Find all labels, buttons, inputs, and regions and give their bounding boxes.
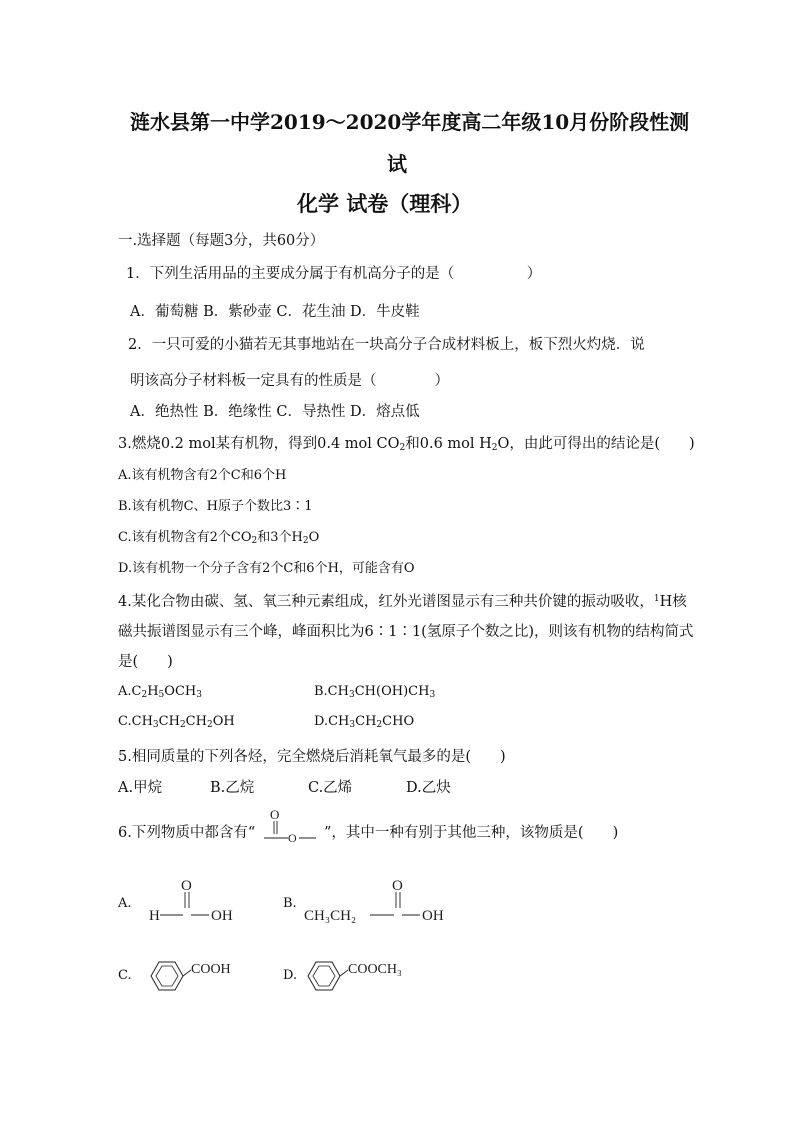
propanoic-acid-structure — [300, 872, 460, 928]
q1-stem: 1．下列生活用品的主要成分属于有机高分子的是（ ） — [126, 266, 542, 282]
q5-option-a: A.甲烷 — [118, 780, 163, 796]
q4-stem-line3: 是( ) — [118, 654, 173, 670]
formic-h: H — [149, 908, 160, 924]
q4-option-a: $A.C_2H_5OCH_3$ — [118, 684, 202, 700]
methyl-benzoate-structure — [302, 948, 452, 1004]
q5-option-b: B.乙烷 — [210, 780, 255, 796]
q3-option-c: C.该有机物含有2个$CO_2$和3个$H_2O$ — [118, 530, 320, 546]
section-heading: 一.选择题（每题3分，共60分） — [118, 233, 325, 249]
q6-option-a-label: A. — [118, 896, 132, 911]
q6-option-c-label: C. — [118, 968, 132, 983]
propanoic-o: O — [392, 878, 403, 894]
benzoic-cooh: COOH — [191, 962, 231, 977]
q6-stem-after: ”，其中一种有别于其他三种，该物质是( ) — [324, 825, 619, 841]
q4-stem-line2: 磁共振谱图显示有三个峰，峰面积比为6∶1∶1(氢原子个数之比)，则该有机物的结构简式 — [118, 624, 694, 640]
q2-options: A．绝热性 B．绝缘性 C．导热性 D．熔点低 — [130, 404, 420, 420]
methyl-benzoate-cooch3: COOCH₃ — [348, 962, 402, 977]
benzoic-acid-structure — [145, 948, 265, 1004]
formic-acid-structure — [145, 872, 255, 928]
q1-options: A．葡萄糖 B．紫砂壶 C．花生油 D．牛皮鞋 — [130, 304, 420, 320]
q6-option-b-label: B. — [283, 896, 297, 911]
page-title-line1: 涟水县第一中学2019～2020学年度高二年级10月份阶段性测 — [130, 110, 690, 134]
propanoic-chain: CH₃CH₂ — [304, 908, 357, 924]
q4-stem-line1: 4.某化合物由碳、氢、氧三种元素组成，红外光谱图显示有三种共价键的振动吸收，$^1$H核 — [118, 594, 687, 610]
q3-stem: 3.燃烧0.2 mol某有机物，得到0.4 mol $CO_2$和0.6 mol $H_2O$，由此可得出的结论是( ) — [118, 436, 695, 453]
ester-ether-o: O — [288, 831, 297, 845]
q6-stem-before: 6.下列物质中都含有“ — [118, 825, 256, 841]
ester-group-figure — [258, 806, 324, 846]
q5-stem: 5.相同质量的下列各烃，完全燃烧后消耗氧气最多的是( ) — [118, 749, 506, 765]
q6-option-d-label: D. — [283, 968, 298, 983]
q4-option-b: $B.CH_3CH(OH)CH_3$ — [314, 684, 436, 700]
q2-stem-line2: 明该高分子材料板一定具有的性质是（ ） — [130, 373, 449, 389]
propanoic-oh: OH — [422, 908, 444, 924]
q5-option-d: D.乙炔 — [406, 780, 451, 796]
ester-carbonyl-o: O — [270, 807, 280, 822]
q3-option-a: A.该有机物含有2个C和6个H — [118, 468, 287, 483]
q4-option-c: $C.CH_3CH_2CH_2OH$ — [118, 714, 235, 730]
page-title-line2: 试 — [387, 152, 407, 176]
formic-o: O — [181, 878, 192, 894]
q3-option-d: D.该有机物一个分子含有2个C和6个H，可能含有O — [118, 561, 415, 576]
q5-option-c: C.乙烯 — [308, 780, 353, 796]
q4-option-d: $D.CH_3CH_2CHO$ — [314, 714, 415, 730]
page-subtitle: 化学 试卷（理科） — [297, 191, 473, 216]
formic-oh: OH — [211, 908, 233, 924]
q3-option-b: B.该有机物C、H原子个数比3∶1 — [118, 499, 313, 514]
q2-stem-line1: 2．一只可爱的小猫若无其事地站在一块高分子合成材料板上，板下烈火灼烧．说 — [128, 337, 645, 353]
